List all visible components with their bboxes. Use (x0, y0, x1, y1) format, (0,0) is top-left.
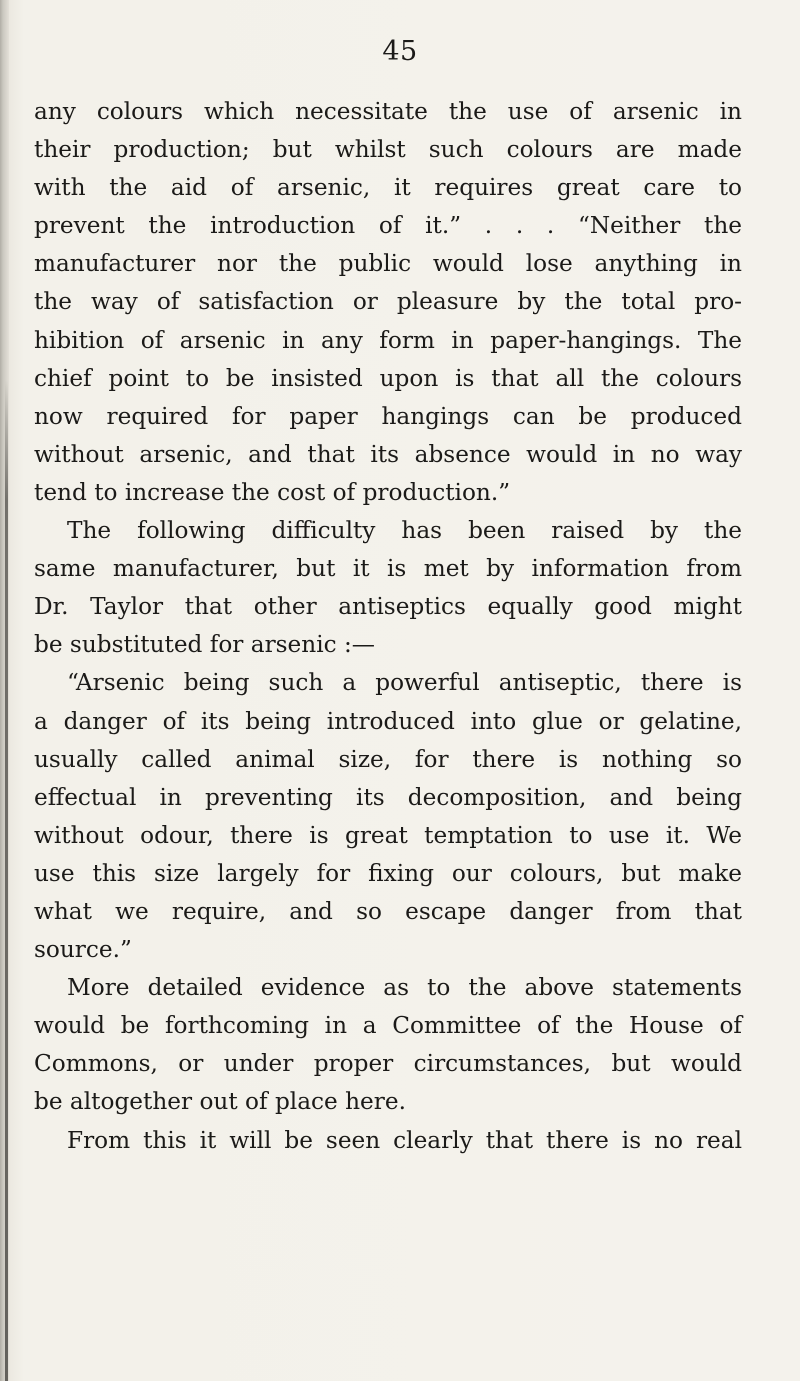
text-line: a danger of its being introduced into glue or gelatine, (34, 707, 742, 735)
text-line: usually called animal size, for there is nothing so (34, 745, 742, 773)
text-line: hibition of arsenic in any form in paper-hangings. The (34, 326, 742, 354)
paragraph-end-line: be altogether out of place here. (34, 1088, 406, 1116)
paragraph-start-line: From this it will be seen clearly that there is no real (67, 1126, 742, 1154)
text-line: any colours which necessitate the use of arsenic in (34, 98, 742, 125)
page-number: 45 (382, 36, 418, 67)
text-line: what we require, and so escape danger from that (34, 897, 742, 925)
text-line: manufacturer nor the public would lose anything in (34, 250, 742, 278)
paragraph-end-line: source.” (34, 936, 132, 964)
paragraph-start-line: The following difficulty has been raised by the (67, 517, 742, 545)
text-line: now required for paper hangings can be produced (34, 402, 742, 430)
text-line: without arsenic, and that its absence would in no way (34, 440, 742, 468)
text-line: without odour, there is great temptation to use it. We (34, 821, 742, 849)
text-line: Dr. Taylor that other antiseptics equally good might (34, 593, 742, 621)
binding-edge (5, 380, 8, 1381)
text-line: chief point to be insisted upon is that all the colours (34, 364, 742, 392)
paragraph-start-line: More detailed evidence as to the above statements (67, 974, 742, 1002)
text-line: would be forthcoming in a Committee of the House of (34, 1012, 742, 1040)
quote-start-line: “Arsenic being such a powerful antiseptic, there is (67, 669, 742, 697)
body-text (34, 93, 742, 1160)
text-line: prevent the introduction of it.” . . . “Neither the (34, 212, 742, 240)
paragraph-end-line: tend to increase the cost of production.” (34, 478, 511, 506)
text-line: the way of satisfaction or pleasure by the total pro- (34, 288, 742, 316)
text-line: Commons, or under proper circumstances, but would (34, 1050, 742, 1078)
text-line: same manufacturer, but it is met by information from (34, 555, 742, 583)
text-line: their production; but whilst such colours are made (34, 136, 742, 164)
paragraph-end-line: be substituted for arsenic :— (34, 631, 375, 659)
text-line: with the aid of arsenic, it requires great care to (34, 174, 742, 202)
text-line: effectual in preventing its decomposition, and being (34, 783, 742, 811)
text-line: use this size largely for fixing our colours, but make (34, 859, 742, 887)
